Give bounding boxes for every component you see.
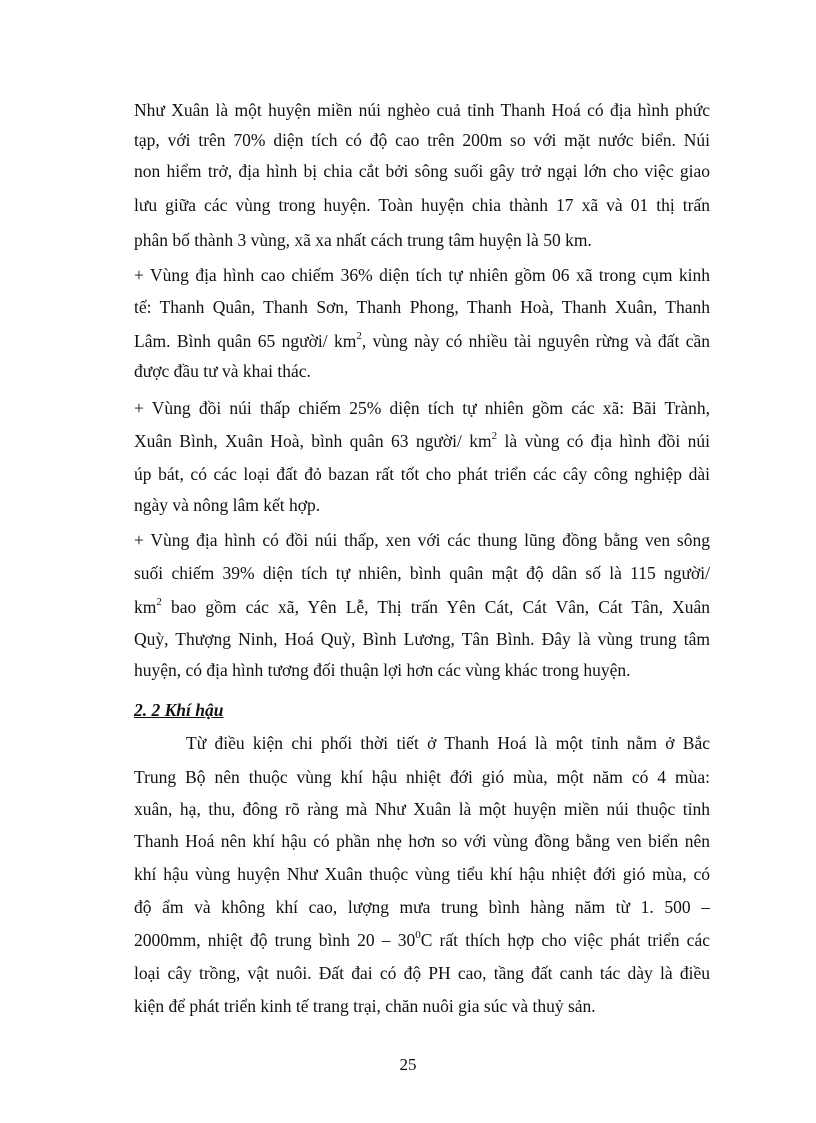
text-line: + Vùng địa hình cao chiếm 36% diện tích tự nhiên gồm 06 xã trong cụm kinh [134,265,710,285]
text-line: Quỳ, Thượng Ninh, Hoá Quỳ, Bình Lương, Tân Bình. Đây là vùng trung tâm [134,629,710,649]
text-line: huyện, có địa hình tương đối thuận lợi hơn các vùng khác trong huyện. [134,660,631,680]
text-line: non hiểm trở, địa hình bị chia cắt bởi sông suối gây trở ngại lớn cho việc giao [134,161,710,181]
text-line [134,930,710,950]
text-line [134,331,710,351]
text-line: Từ điều kiện chi phối thời tiết ở Thanh Hoá là một tỉnh nằm ở Bắc [186,733,710,753]
text-line: lưu giữa các vùng trong huyện. Toàn huyện chia thành 17 xã và 01 thị trấn [134,195,710,215]
text-line: kiện để phát triển kinh tế trang trại, chăn nuôi gia súc và thuỷ sản. [134,996,596,1016]
section-heading: 2. 2 Khí hậu [134,700,224,720]
text-line: tế: Thanh Quân, Thanh Sơn, Thanh Phong, Thanh Hoà, Thanh Xuân, Thanh [134,297,710,317]
text-line: úp bát, có các loại đất đỏ bazan rất tốt cho phát triển các cây công nghiệp dài [134,464,710,484]
text-line: Như Xuân là một huyện miền núi nghèo cuả tỉnh Thanh Hoá có địa hình phức [134,100,710,120]
text-segment: , vùng này có nhiều tài nguyên rừng và đất cần [361,331,711,351]
text-line [134,431,710,451]
text-line: được đầu tư và khai thác. [134,361,311,381]
text-line: khí hậu vùng huyện Như Xuân thuộc vùng tiểu khí hậu nhiệt đới gió mùa, có [134,864,710,884]
text-line: xuân, hạ, thu, đông rõ ràng mà Như Xuân là một huyện miền núi thuộc tỉnh [134,799,710,819]
superscript: 2 [491,430,498,443]
text-line: suối chiếm 39% diện tích tự nhiên, bình quân mật độ dân số là 115 người/ [134,563,710,583]
text-line: phân bố thành 3 vùng, xã xa nhất cách trung tâm huyện là 50 km. [134,230,592,250]
superscript: 2 [156,596,162,609]
text-line [134,597,710,617]
text-line: + Vùng đồi núi thấp chiếm 25% diện tích tự nhiên gồm các xã: Bãi Trành, [134,398,710,418]
text-line: loại cây trồng, vật nuôi. Đất đai có độ PH cao, tầng đất canh tác dày là điều [134,963,710,983]
superscript: 0 [415,929,421,942]
text-line: Trung Bộ nên thuộc vùng khí hậu nhiệt đới gió mùa, một năm có 4 mùa: [134,767,710,787]
text-line: tạp, với trên 70% diện tích có độ cao trên 200m so với mặt nước biển. Núi [134,130,710,150]
text-segment: là vùng có địa hình đồi núi [497,431,710,451]
superscript: 2 [356,330,362,343]
text-segment: Lâm. Bình quân 65 người/ km [134,331,357,351]
text-segment: 2000mm, nhiệt độ trung bình 20 – 30 [134,930,416,950]
page-number: 25 [399,1055,417,1074]
text-line: ngày và nông lâm kết hợp. [134,495,321,515]
text-segment: Xuân Bình, Xuân Hoà, bình quân 63 người/ km [134,431,492,451]
text-line: độ ẩm và không khí cao, lượng mưa trung bình hàng năm từ 1. 500 – [134,897,710,917]
text-segment: km [134,597,157,617]
text-line: Thanh Hoá nên khí hậu có phần nhẹ hơn so với vùng đồng bằng ven biển nên [134,831,710,851]
text-segment: C rất thích hợp cho việc phát triển các [420,930,710,950]
text-line: + Vùng địa hình có đồi núi thấp, xen với các thung lũng đồng bằng ven sông [134,530,710,550]
text-segment: bao gồm các xã, Yên Lễ, Thị trấn Yên Cát, Cát Vân, Cát Tân, Xuân [161,597,710,617]
